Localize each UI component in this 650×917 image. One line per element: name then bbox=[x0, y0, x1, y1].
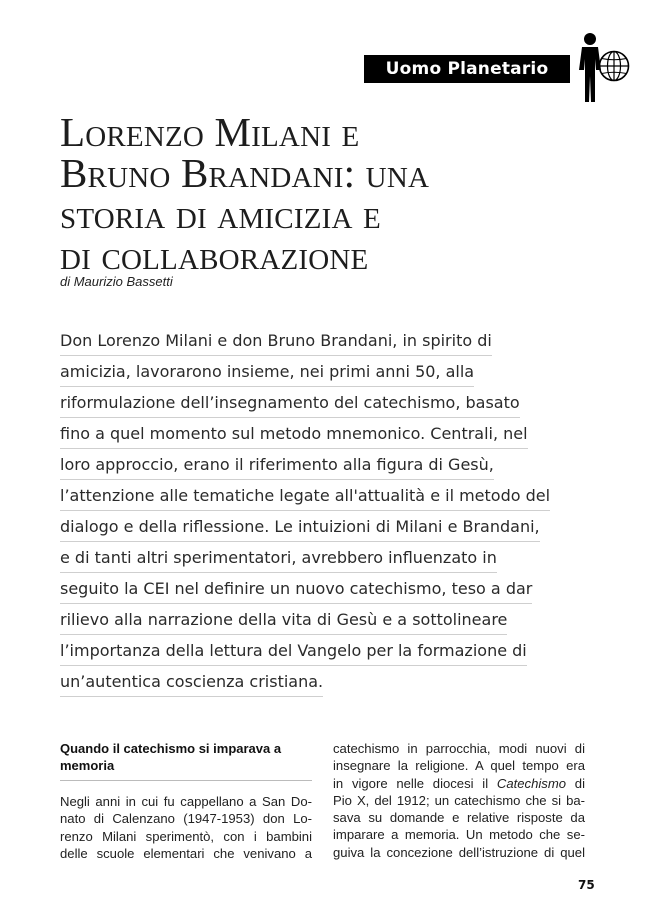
section-label: Uomo Planetario bbox=[364, 55, 570, 83]
title-line: Lorenzo Milani e bbox=[60, 109, 360, 155]
abstract-line: l’attenzione alle tematiche legate all'attualità e il metodo del bbox=[60, 479, 570, 510]
title-line: di collaborazione bbox=[60, 232, 369, 278]
abstract-line: seguito la CEI nel definire un nuovo catechismo, teso a dar bbox=[60, 572, 570, 603]
abstract-line: dialogo e della riflessione. Le intuizioni di Milani e Brandani, bbox=[60, 510, 570, 541]
body-text-line: Negli anni in cui fu cappellano a San Do- bbox=[60, 794, 312, 809]
abstract-line: l’importanza della lettura del Vangelo per la formazione di bbox=[60, 634, 570, 665]
title-line: storia di amicizia e bbox=[60, 191, 381, 237]
abstract-line: riformulazione dell’insegnamento del catechismo, basato bbox=[60, 386, 570, 417]
body-text-line: delle scuole elementari che venivano a bbox=[60, 845, 312, 861]
abstract-line: fino a quel momento sul metodo mnemonico. Centrali, nel bbox=[60, 417, 570, 448]
right-column bbox=[333, 740, 585, 861]
body-text-line: catechismo in parrocchia, modi nuovi di bbox=[333, 741, 585, 756]
article-title bbox=[60, 109, 580, 278]
body-text-line: in vigore nelle diocesi il Catechismo di bbox=[333, 775, 585, 791]
catechism-title: Catechismo bbox=[496, 775, 567, 791]
abstract bbox=[60, 324, 570, 696]
body-text-line: renzo Milani sperimentò, con i bambini bbox=[60, 828, 312, 844]
abstract-line: rilievo alla narrazione della vita di Gesù e a sottolineare bbox=[60, 603, 570, 634]
body-text-line: sava su domande e relative risposte da bbox=[333, 810, 585, 826]
man-with-globe-icon bbox=[570, 30, 632, 104]
title-line: Bruno Brandani: una bbox=[60, 150, 430, 196]
section-subheading: Quando il catechismo si imparava a memoria bbox=[60, 740, 312, 781]
abstract-line: loro approccio, erano il riferimento alla figura di Gesù, bbox=[60, 448, 570, 479]
abstract-line: e di tanti altri sperimentatori, avrebbero influenzato in bbox=[60, 541, 570, 572]
abstract-line: un’autentica coscienza cristiana. bbox=[60, 665, 570, 696]
body-text-line: imparare a memoria. Un metodo che se- bbox=[333, 827, 585, 843]
body-text-line: nato di Calenzano (1947-1953) don Lo- bbox=[60, 811, 312, 827]
byline: di Maurizio Bassetti bbox=[60, 274, 173, 289]
body-text-line: Pio X, del 1912; un catechismo che si ba- bbox=[333, 792, 585, 808]
body-text-line: insegnare la religione. A quel tempo era bbox=[333, 758, 585, 774]
body-text-line: guiva la concezione dell’istruzione di quel bbox=[333, 844, 585, 860]
page-number: 75 bbox=[578, 878, 595, 892]
abstract-line: Don Lorenzo Milani e don Bruno Brandani, in spirito di bbox=[60, 324, 570, 355]
abstract-line: amicizia, lavorarono insieme, nei primi anni 50, alla bbox=[60, 355, 570, 386]
left-column bbox=[60, 740, 312, 862]
